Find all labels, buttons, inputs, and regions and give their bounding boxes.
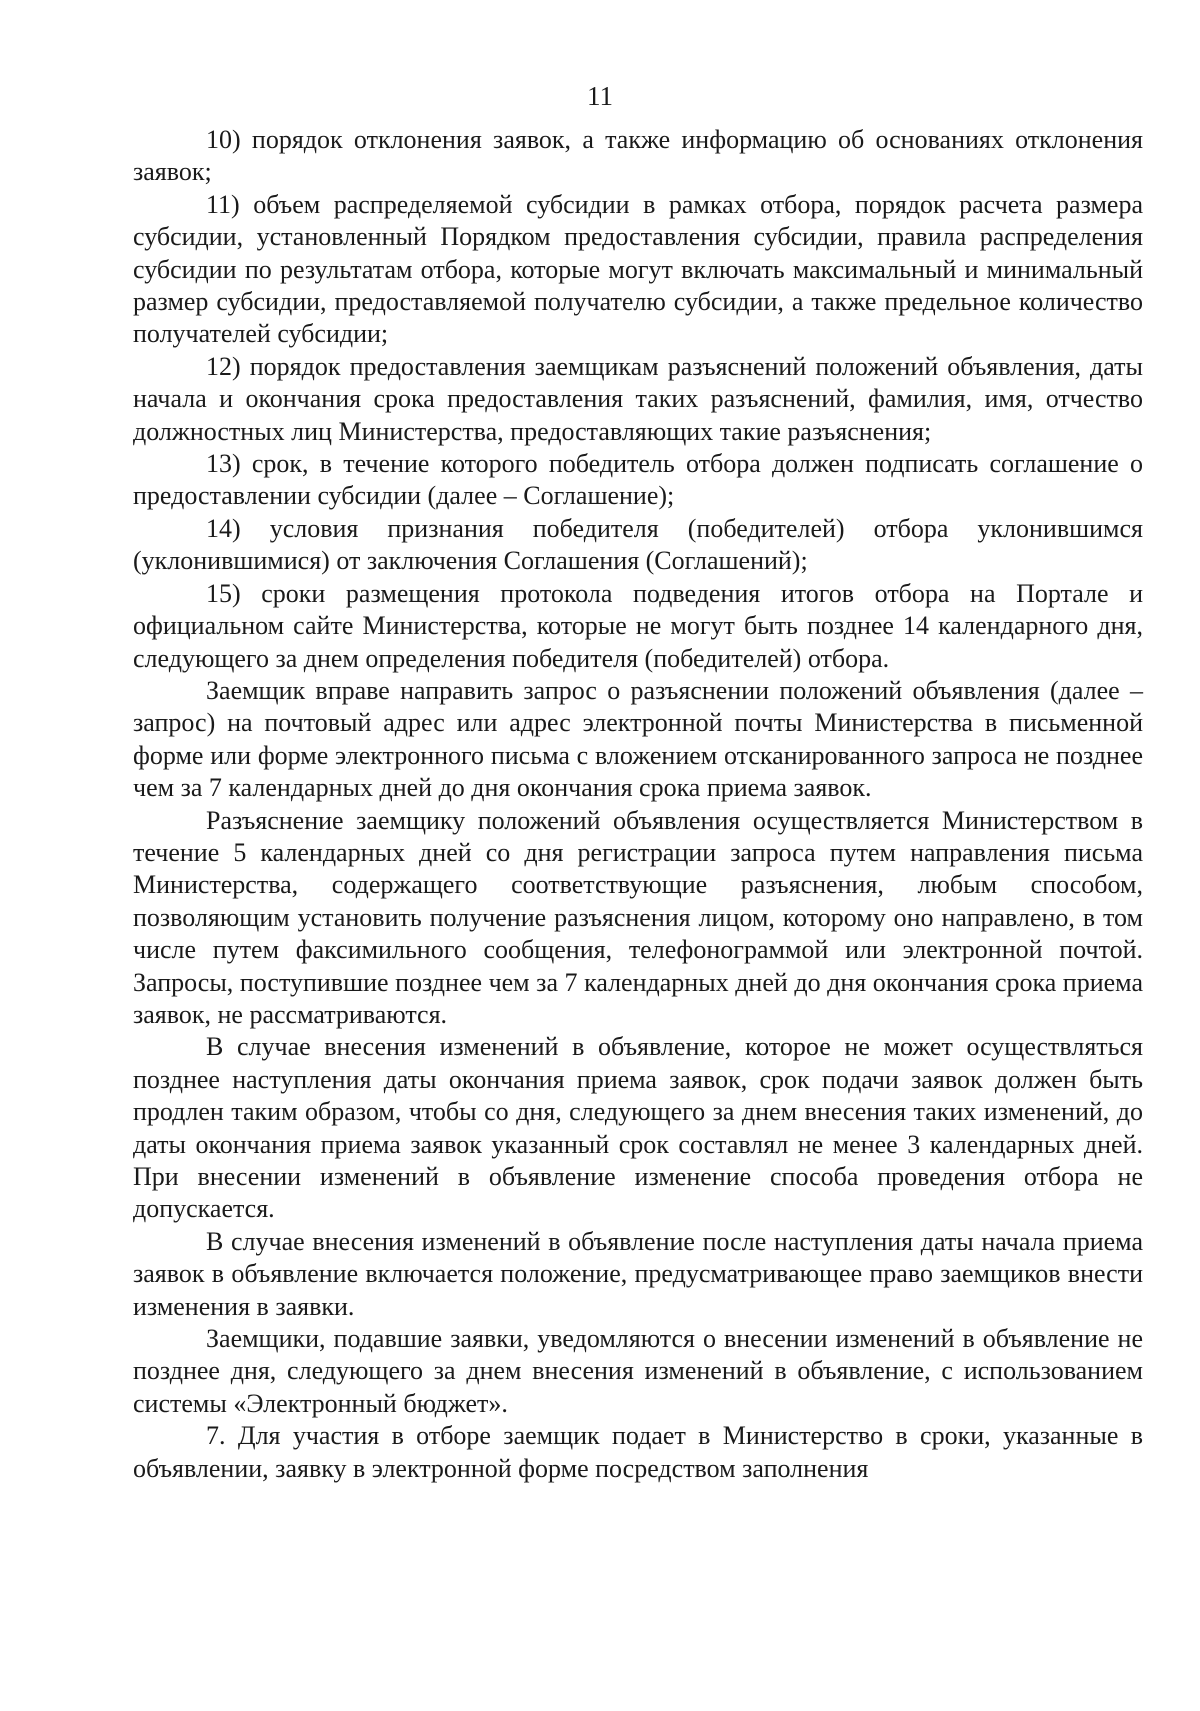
paragraph-item-14: 14) условия признания победителя (победителей) отбора уклонившимся (уклонившимися) от заключения Соглашения (Соглашений); (133, 513, 1143, 576)
paragraph-changes-after-start: В случае внесения изменений в объявление после наступления даты начала приема заявок в объявление включается положение, предусматривающее право заемщиков внести изменения в заявки. (133, 1226, 1143, 1321)
paragraph-request-clarification: Заемщик вправе направить запрос о разъяснении положений объявления (далее – запрос) на почтовый адрес или адрес электронной почты Министерства в письменной форме или форме электронного письма с вложением отсканированного запроса не позднее чем за 7 календарных дней до дня окончания срока приема заявок. (133, 675, 1143, 803)
paragraph-announcement-changes: В случае внесения изменений в объявление, которое не может осуществляться позднее наступления даты окончания приема заявок, срок подачи заявок должен быть продлен таким образом, чтобы со дня, следующего за днем внесения таких изменений, до даты окончания приема заявок указанный срок составлял не менее 3 календарных дней. При внесении изменений в объявление изменение способа проведения отбора не допускается. (133, 1032, 1143, 1224)
paragraph-item-12: 12) порядок предоставления заемщикам разъяснений положений объявления, даты начала и окончания срока предоставления таких разъяснений, фамилия, имя, отчество должностных лиц Министерства, предоставляющих такие разъяснения; (133, 351, 1143, 446)
paragraph-section-7: 7. Для участия в отборе заемщик подает в Министерство в сроки, указанные в объявлении, заявку в электронной форме посредством заполнения (133, 1421, 1143, 1483)
paragraph-item-13: 13) срок, в течение которого победитель отбора должен подписать соглашение о предоставлении субсидии (далее – Соглашение); (133, 449, 1143, 511)
paragraph-item-11: 11) объем распределяемой субсидии в рамках отбора, порядок расчета размера субсидии, установленный Порядком предоставления субсидии, правила распределения субсидии по результатам отбора, которые могут включать максимальный и минимальный размер субсидии, предоставляемой получателю субсидии, а также предельное количество получателей субсидии; (133, 189, 1143, 349)
paragraph-clarification-procedure: Разъяснение заемщику положений объявления осуществляется Министерством в течение 5 календарных дней со дня регистрации запроса путем направления письма Министерства, содержащего соответствующие разъяснения, любым способом, позволяющим установить получение разъяснения лицом, которому оно направлено, в том числе путем факсимильного сообщения, телефонограммой или электронной почтой. Запросы, поступившие позднее чем за 7 календарных дней до дня окончания срока приема заявок, не рассматриваются. (133, 805, 1143, 1029)
page-number: 11 (587, 81, 613, 111)
paragraph-item-10: 10) порядок отклонения заявок, а также информацию об основаниях отклонения заявок; (133, 125, 1143, 187)
paragraph-borrower-notification: Заемщики, подавшие заявки, уведомляются о внесении изменений в объявление не позднее дня, следующего за днем внесения изменений в объявление, с использованием системы «Электронный бюджет». (133, 1324, 1143, 1418)
document-body (133, 124, 1143, 1485)
paragraph-item-15: 15) сроки размещения протокола подведения итогов отбора на Портале и официальном сайте Министерства, которые не могут быть позднее 14 календарного дня, следующего за днем определения победителя (победителей) отбора. (133, 578, 1143, 673)
